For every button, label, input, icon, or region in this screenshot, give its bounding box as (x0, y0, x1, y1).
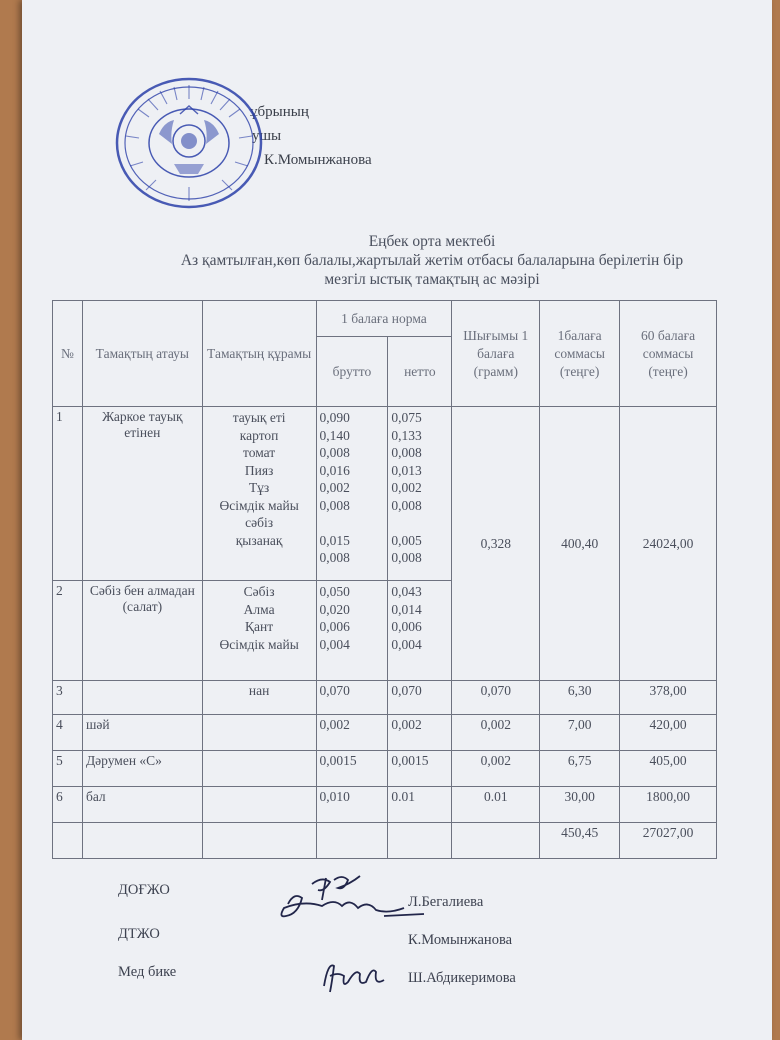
cost-sixty-value: 420,00 (620, 715, 717, 751)
netto-value: 0,002 (388, 715, 452, 751)
brutto-value: 0,008 (319, 445, 350, 460)
cost-one-value: 6,75 (540, 751, 620, 787)
approval-line-1: ұбрының (250, 104, 309, 120)
col-header-composition: Тамақтың құрамы (202, 301, 316, 407)
total-cost-sixty: 27027,00 (620, 823, 717, 859)
ingredient: Алма (243, 601, 275, 617)
composition (202, 715, 316, 751)
ingredient: Сәбіз (243, 584, 275, 599)
brutto-value: 0,070 (316, 681, 388, 715)
netto-value: 0,014 (391, 601, 422, 617)
total-row (53, 823, 717, 859)
table-row (53, 681, 717, 715)
signer-role: Мед бике (118, 964, 177, 980)
row-number: 1 (53, 407, 83, 581)
dish-name: Жаркое тауық етінен (82, 407, 202, 581)
netto-value: 0,0015 (388, 751, 452, 787)
ingredient: Тұз (248, 480, 270, 495)
brutto-value: 0,008 (319, 497, 350, 513)
consumption-value: 0.01 (452, 787, 540, 823)
ingredient: Өсімдік майы (219, 497, 299, 513)
consumption-value: 0,002 (452, 715, 540, 751)
ingredient: томат (243, 445, 276, 460)
netto-value: 0,002 (391, 480, 422, 495)
handwritten-signature-medic (314, 952, 404, 998)
composition (202, 751, 316, 787)
netto-value (391, 514, 448, 532)
brutto-value: 0,015 (319, 532, 350, 548)
netto-value: 0,008 (391, 550, 422, 565)
row-number: 4 (53, 715, 83, 751)
cost-sixty-value: 1800,00 (620, 787, 717, 823)
row-number: 6 (53, 787, 83, 823)
brutto-value: 0,006 (319, 619, 350, 634)
netto-values (388, 407, 452, 581)
netto-value: 0,005 (391, 532, 422, 548)
netto-value: 0,006 (391, 619, 422, 634)
signer-role: ДОҒЖО (118, 882, 170, 898)
title-line-2: Аз қамтылған,көп балалы,жартылай жетім отбасы балаларына берілетін бір (180, 252, 684, 269)
brutto-values (316, 581, 388, 681)
table-row (53, 787, 717, 823)
signature-row (118, 964, 176, 981)
netto-value: 0,075 (391, 410, 422, 425)
official-seal-stamp (114, 74, 264, 212)
netto-value: 0,133 (391, 427, 422, 443)
ingredient: сәбіз (245, 515, 274, 530)
row-number: 5 (53, 751, 83, 787)
consumption-value: 0,002 (452, 751, 540, 787)
netto-value: 0.01 (388, 787, 452, 823)
col-header-cost-sixty: 60 балаға соммасы (теңге) (620, 301, 717, 407)
netto-value: 0,043 (391, 584, 422, 599)
brutto-value: 0,140 (319, 427, 350, 443)
cost-sixty-value: 405,00 (620, 751, 717, 787)
dish-name: Сәбіз бен алмадан (салат) (82, 581, 202, 681)
ingredient: Өсімдік майы (219, 636, 299, 652)
brutto-value (320, 514, 385, 532)
col-header-netto: нетто (388, 337, 452, 407)
composition: нан (202, 681, 316, 715)
cost-sixty-value: 378,00 (620, 681, 717, 715)
col-header-brutto: брутто (316, 337, 388, 407)
cost-one-value: 7,00 (540, 715, 620, 751)
document-title (122, 232, 742, 289)
merged-consumption: 0,328 (452, 407, 540, 681)
approval-line-2: ушы (252, 128, 282, 144)
composition (202, 787, 316, 823)
dish-name: Дәрумен «С» (82, 751, 202, 787)
ingredient: қызанақ (235, 532, 283, 548)
brutto-value: 0,002 (319, 480, 350, 495)
dish-name (82, 681, 202, 715)
brutto-value: 0,016 (319, 462, 350, 478)
col-header-number: № (53, 301, 83, 407)
netto-value: 0,070 (388, 681, 452, 715)
brutto-value: 0,050 (319, 584, 350, 599)
brutto-values (316, 407, 388, 581)
brutto-value: 0,002 (316, 715, 388, 751)
col-header-norm: 1 балаға норма (316, 301, 452, 337)
total-cost-one: 450,45 (540, 823, 620, 859)
col-header-consumption: Шығымы 1 балаға (грамм) (452, 301, 540, 407)
netto-values (388, 581, 452, 681)
ingredient: картоп (239, 427, 279, 443)
title-line-3: мезгіл ыстық тамақтың ас мәзірі (324, 271, 540, 288)
col-header-cost-one: 1балаға соммасы (теңге) (540, 301, 620, 407)
signer-role: ДТЖО (118, 926, 160, 942)
handwritten-signature (264, 870, 444, 938)
netto-value: 0,004 (391, 636, 422, 652)
brutto-value: 0,008 (319, 550, 350, 565)
consumption-value: 0,070 (452, 681, 540, 715)
dish-name: шәй (82, 715, 202, 751)
brutto-value: 0,0015 (316, 751, 388, 787)
ingredient: тауық еті (232, 410, 286, 425)
signature-row (118, 926, 160, 943)
brutto-value: 0,020 (319, 601, 350, 617)
ingredient: Қант (245, 619, 274, 634)
menu-table (52, 300, 717, 859)
table-row (53, 751, 717, 787)
cost-one-value: 30,00 (540, 787, 620, 823)
row-number: 3 (53, 681, 83, 715)
col-header-dish-name: Тамақтың атауы (82, 301, 202, 407)
merged-cost-one: 400,40 (540, 407, 620, 681)
ingredient-list (202, 407, 316, 581)
netto-value: 0,008 (391, 497, 422, 513)
netto-value: 0,013 (391, 462, 422, 478)
brutto-value: 0,004 (319, 636, 350, 652)
signature-row (118, 882, 170, 899)
school-name: Еңбек орта мектебі (368, 233, 496, 250)
cost-one-value: 6,30 (540, 681, 620, 715)
ingredient-list (202, 581, 316, 681)
signer-name: К.Момынжанова (408, 932, 513, 948)
signer-name: Ш.Абдикеримова (408, 970, 516, 986)
netto-value: 0,008 (391, 445, 422, 460)
signer-name: Л.Бегалиева (408, 894, 484, 910)
table-row (53, 715, 717, 751)
brutto-value: 0,090 (319, 410, 350, 425)
table-row (53, 407, 717, 581)
row-number: 2 (53, 581, 83, 681)
dish-name: бал (82, 787, 202, 823)
approval-line-3: К.Момынжанова (264, 152, 372, 168)
brutto-value: 0,010 (316, 787, 388, 823)
merged-cost-sixty: 24024,00 (620, 407, 717, 681)
ingredient: Пияз (244, 462, 274, 478)
